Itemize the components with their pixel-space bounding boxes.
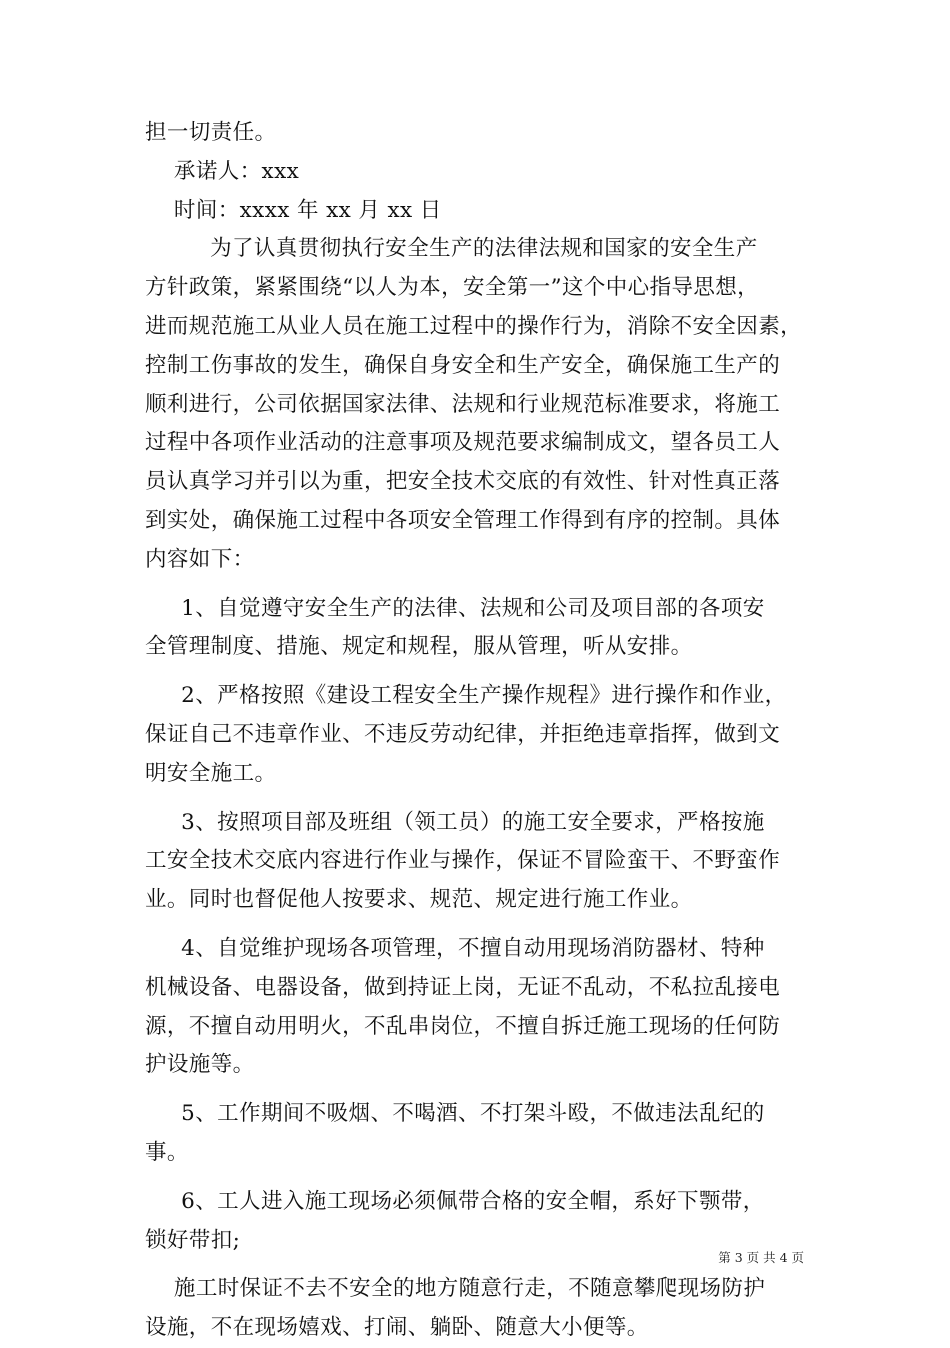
text-line: 内容如下：: [145, 546, 255, 572]
text-line: 2、严格按照《建设工程安全生产操作规程》进行操作和作业，: [145, 683, 787, 709]
text-line: 3、按照项目部及班组（领工员）的施工安全要求，严格按施: [145, 809, 765, 835]
text-line: 源，不擅自动用明火，不乱串岗位，不擅自拆迁施工现场的任何防: [145, 1013, 781, 1039]
text-line: 员认真学习并引以为重，把安全技术交底的有效性、针对性真正落: [145, 469, 781, 495]
text-line: 顺利进行，公司依据国家法律、法规和行业规范标准要求，将施工: [145, 391, 781, 417]
text-line: 进而规范施工从业人员在施工过程中的操作行为，消除不安全因素，: [145, 313, 803, 339]
text-line: 5、工作期间不吸烟、不喝酒、不打架斗殴，不做违法乱纪的: [145, 1101, 765, 1127]
page-number-footer: 第 3 页 共 4 页: [718, 1250, 804, 1265]
signatory-line: 承诺人：xxx: [145, 158, 300, 184]
text-line: 为了认真贯彻执行安全生产的法律法规和国家的安全生产: [145, 236, 758, 262]
text-line: 业。同时也督促他人按要求、规范、规定进行施工作业。: [145, 887, 693, 913]
text-line: 6、工人进入施工现场必须佩带合格的安全帽，系好下颚带，: [145, 1188, 765, 1214]
text-line: 工安全技术交底内容进行作业与操作，保证不冒险蛮干、不野蛮作: [145, 848, 781, 874]
text-line: 护设施等。: [145, 1052, 255, 1078]
text-line: 事。: [145, 1139, 189, 1165]
text-line: 过程中各项作业活动的注意事项及规范要求编制成文，望各员工人: [145, 430, 781, 456]
date-line: 时间：xxxx 年 xx 月 xx 日: [145, 197, 442, 223]
text-line: 控制工伤事故的发生，确保自身安全和生产安全，确保施工生产的: [145, 352, 781, 378]
text-line: 机械设备、电器设备，做到持证上岗，无证不乱动，不私拉乱接电: [145, 974, 781, 1000]
text-line: 全管理制度、措施、规定和规程，服从管理，听从安排。: [145, 634, 693, 660]
text-line: 到实处，确保施工过程中各项安全管理工作得到有序的控制。具体: [145, 507, 781, 533]
text-line: 明安全施工。: [145, 760, 277, 786]
text-line: 1、自觉遵守安全生产的法律、法规和公司及项目部的各项安: [145, 595, 765, 621]
text-line: 4、自觉维护现场各项管理，不擅自动用现场消防器材、特种: [145, 935, 765, 961]
text-line: 方针政策，紧紧围绕“以人为本，安全第一”这个中心指导思想，: [145, 275, 760, 301]
text-line: 施工时保证不去不安全的地方随意行走，不随意攀爬现场防护: [145, 1276, 766, 1302]
text-line: 保证自己不违章作业、不违反劳动纪律，并拒绝违章指挥，做到文: [145, 721, 781, 747]
text-line: 锁好带扣;: [145, 1227, 241, 1253]
text-line: 担一切责任。: [145, 120, 277, 145]
document-body: [145, 114, 825, 1348]
text-line: 设施，不在现场嬉戏、打闹、躺卧、随意大小便等。: [145, 1315, 649, 1341]
